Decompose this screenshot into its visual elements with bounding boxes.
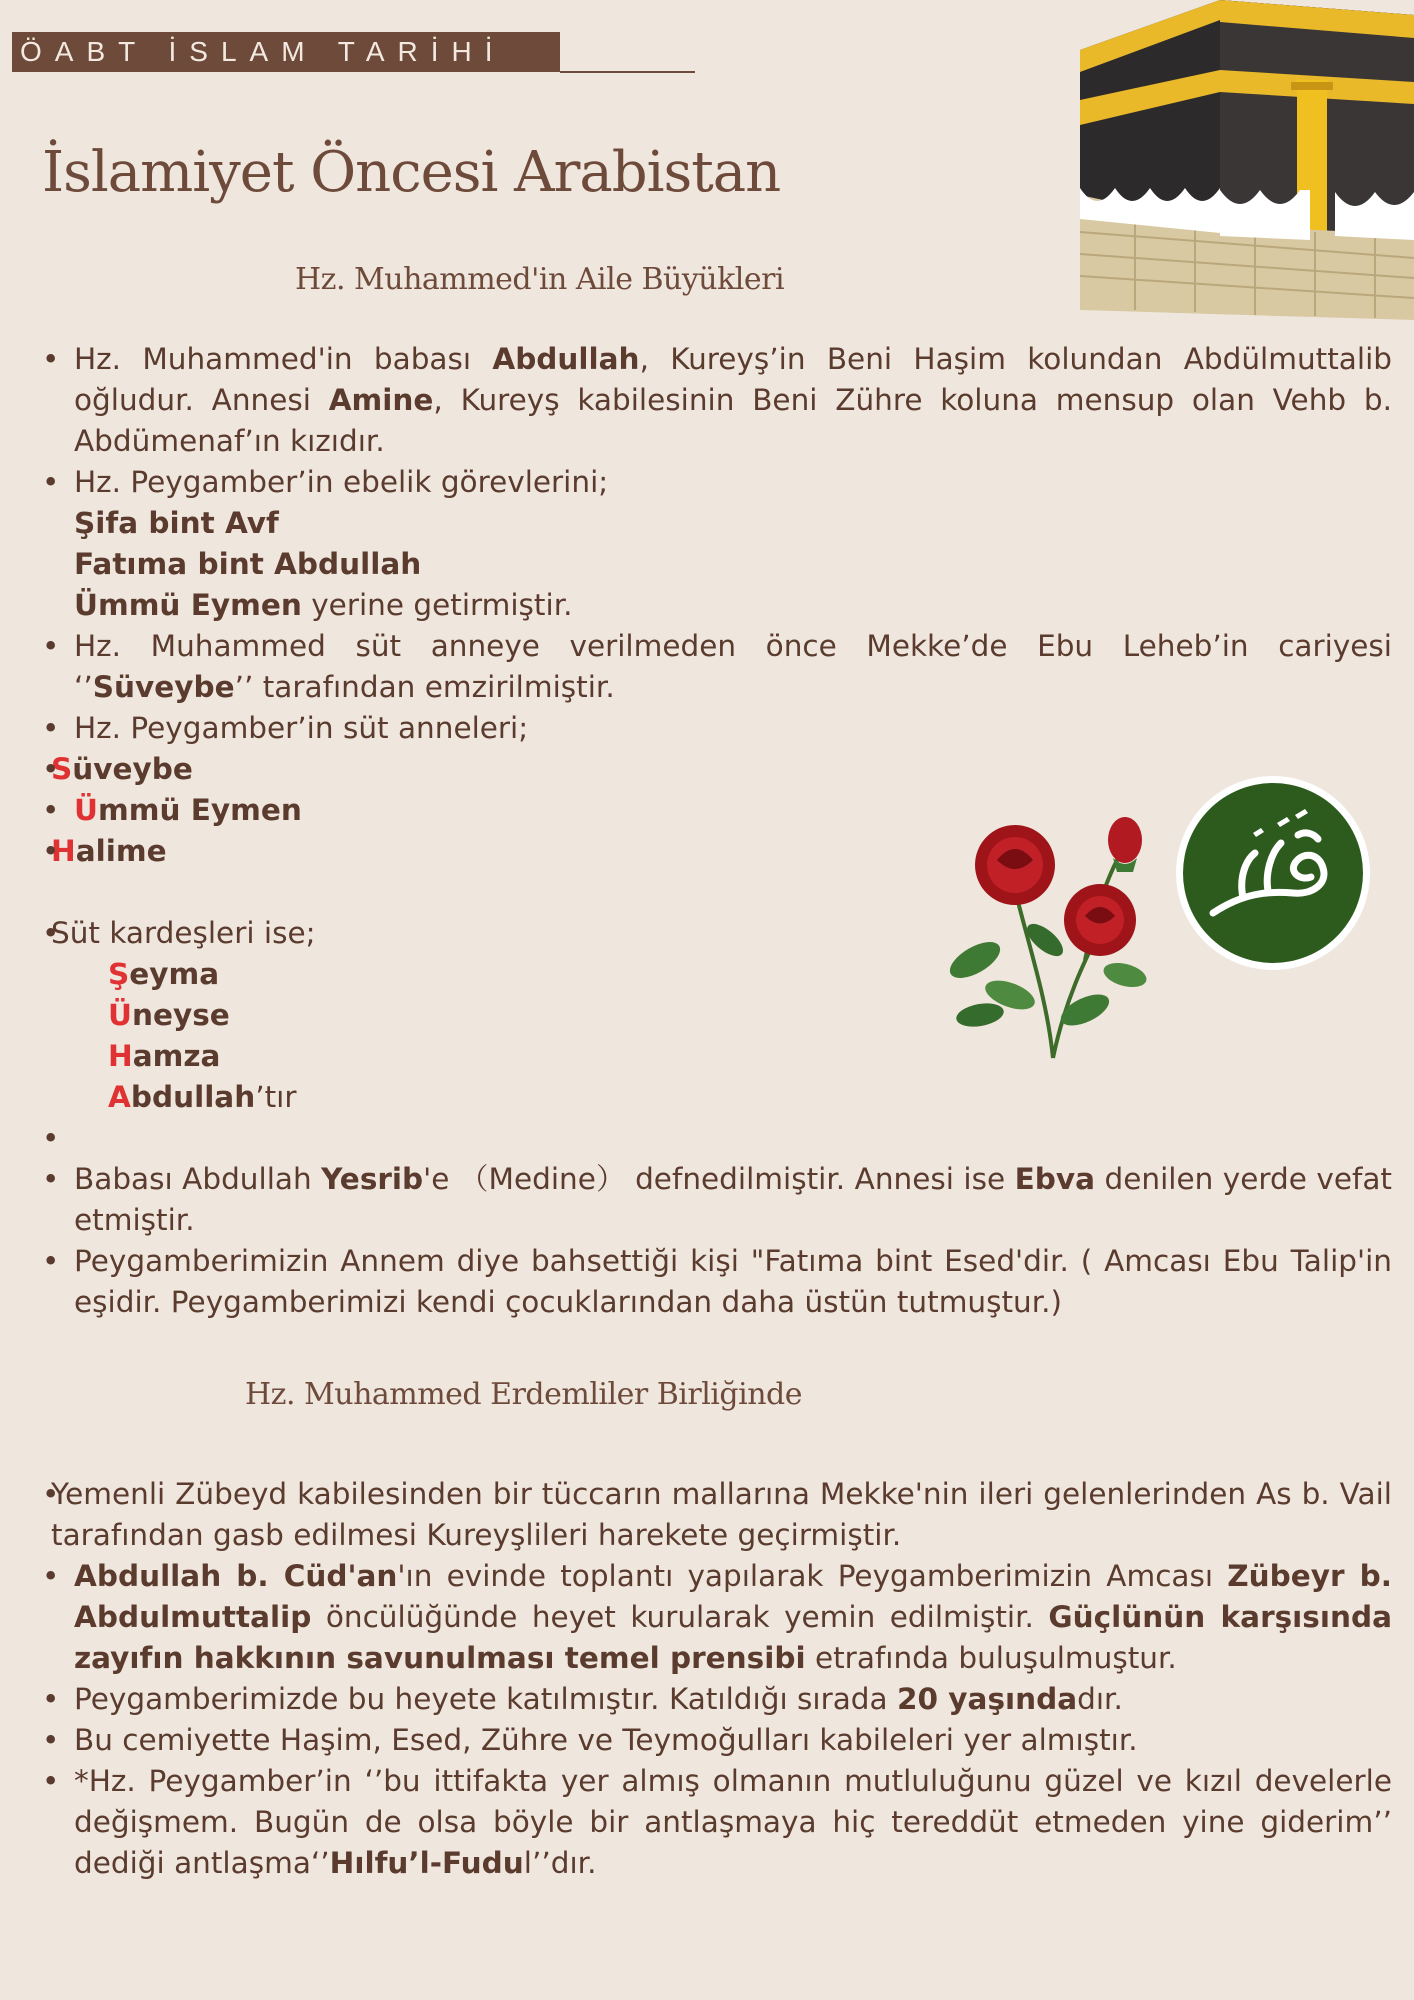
- list-item: Şeyma: [108, 957, 220, 991]
- list-item: • Hz. Peygamber’in süt anneleri;: [42, 708, 1392, 749]
- list-item: Ümmü Eymen yerine getirmiştir.: [74, 588, 573, 622]
- section1-heading: Hz. Muhammed'in Aile Büyükleri: [295, 262, 785, 297]
- list-item: • Hz. Muhammed süt anneye verilmeden önce Mekke’de Ebu Leheb’in cariyesi ‘’Süveybe’’ tarafından emzirilmiştir.: [42, 626, 1392, 708]
- list-item: • Süt kardeşleri ise;: [42, 913, 1392, 954]
- list-item: • Peygamberimizde bu heyete katılmıştır. Katıldığı sırada 20 yaşındadır.: [42, 1679, 1392, 1720]
- section2-heading: Hz. Muhammed Erdemliler Birliğinde: [245, 1377, 802, 1412]
- list-item: • Peygamberimizin Annem diye bahsettiği kişi "Fatıma bint Esed'dir. ( Amcası Ebu Talip'in eşidir. Peygamberimizi kendi çocuklarından daha üstün tutmuştur.): [42, 1241, 1392, 1323]
- list-item: • Süveybe: [42, 749, 1392, 790]
- list-item: Hamza: [108, 1039, 221, 1073]
- list-item: Şifa bint Avf: [74, 506, 279, 540]
- list-item: • Bu cemiyette Haşim, Esed, Zühre ve Teymoğulları kabileleri yer almıştır.: [42, 1720, 1392, 1761]
- list-item: • Hz. Peygamber’in ebelik görevlerini;: [42, 462, 1392, 503]
- page-title: İslamiyet Öncesi Arabistan: [42, 140, 781, 205]
- list-item: Üneyse: [108, 998, 230, 1032]
- empty-list-item: [42, 1118, 1392, 1159]
- list-item: • Halime: [42, 831, 1392, 872]
- kaaba-illustration: [1075, 0, 1414, 320]
- list-item: • Yemenli Zübeyd kabilesinden bir tüccarın mallarına Mekke'nin ileri gelenlerinden As b. Vail tarafından gasb edilmesi Kureyşlileri harekete geçirmiştir.: [42, 1474, 1392, 1556]
- list-item: • Ümmü Eymen: [42, 790, 1392, 831]
- muhammad-calligraphy-seal: [1173, 773, 1373, 973]
- list-item: • Babası Abdullah Yesrib'e （Medine） defnedilmiştir. Annesi ise Ebva denilen yerde vefat etmiştir.: [42, 1159, 1392, 1241]
- list-item: Fatıma bint Abdullah: [74, 547, 422, 581]
- red-roses-illustration: [935, 810, 1170, 1060]
- list-item: • *Hz. Peygamber’in ‘’bu ittifakta yer almış olmanın mutluluğunu güzel ve kızıl develerle değişmem. Bugün de olsa böyle bir antlaşmaya hiç tereddüt etmeden yine giderim’’ dediği antlaşma‘’Hılfu’l-Fudul’’dır.: [42, 1761, 1392, 1884]
- header-band: [12, 32, 560, 72]
- list-item: Abdullah’tır: [108, 1080, 297, 1114]
- section2-content: [42, 1474, 1392, 1884]
- list-item: • Hz. Muhammed'in babası Abdullah, Kureyş’in Beni Haşim kolundan Abdülmuttalib oğludur. Annesi Amine, Kureyş kabilesinin Beni Zühre koluna mensup olan Vehb b. Abdümenaf’ın kızıdır.: [42, 339, 1392, 462]
- list-item: • Abdullah b. Cüd'an'ın evinde toplantı yapılarak Peygamberimizin Amcası Zübeyr b. Abdulmuttalip öncülüğünde heyet kurularak yemin edilmiştir. Güçlünün karşısında zayıfın hakkının savunulması temel prensibi etrafında buluşulmuştur.: [42, 1556, 1392, 1679]
- header-label: ÖABT İSLAM TARİHİ: [20, 36, 506, 67]
- header-underline: [560, 71, 695, 73]
